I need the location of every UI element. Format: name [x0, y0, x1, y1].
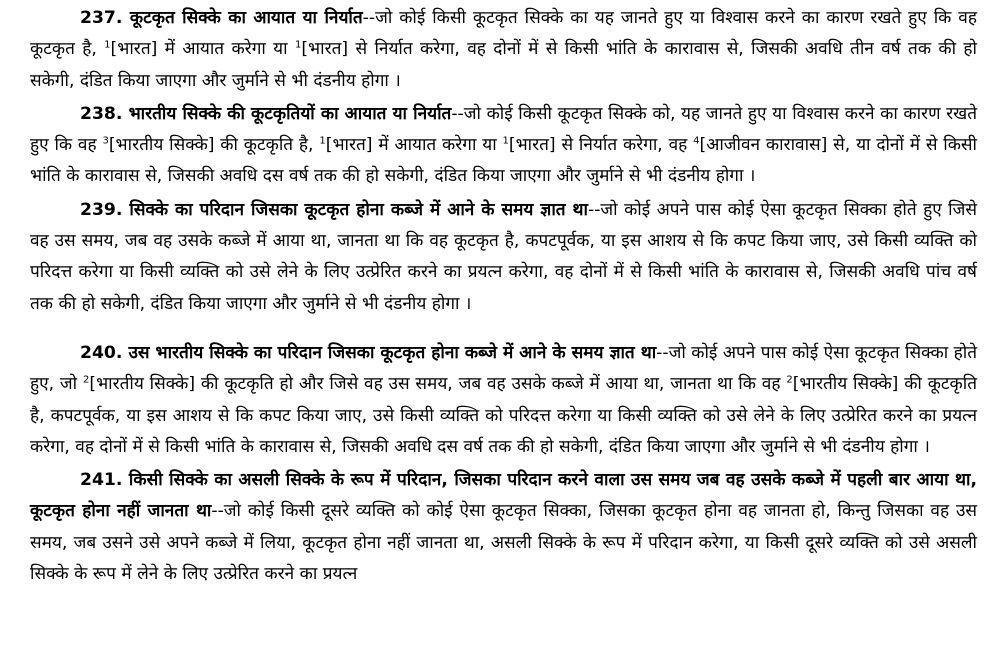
section-heading [80, 8, 363, 28]
section-heading [80, 343, 656, 363]
section-241 [30, 465, 977, 590]
section-number: 241. [80, 470, 123, 491]
footnote-marker: 1 [502, 135, 509, 147]
footnote-marker: 2 [82, 374, 90, 386]
section-body: --जो कोई किसी कूटकृत सिक्के का यह जानते हुए या विश्वास करने का कारण रखते हुए कि वह कूटकृत है, $^1$[भारत] में आयात करेगा या $^1$[भारत] से निर्यात करेगा, वह दोनों में से किसी भांति के कारावास से, जिसकी अवधि तीन वर्ष तक की हो सकेगी, दंडित किया जाएगा और जुर्माने से भी दंडनीय होगा । [30, 8, 977, 91]
section-body: --जो कोई अपने पास कोई ऐसा कूटकृत सिक्का होते हुए, जो $^2$[भारतीय सिक्के] की कूटकृति हो और जिसे वह उस समय, जब वह उसके कब्जे में आया था, जानता था कि वह $^2$[भारतीय सिक्के] की कूटकृति है, कपटपूर्वक, या इस आशय से कि कपट किया जाए, उसे किसी व्यक्ति को परिदत्त करेगा या किसी व्यक्ति को उसे लेने के लिए उत्प्रेरित करने का प्रयत्न करेगा, वह दोनों में से किसी भांति के कारावास से, जिसकी अवधि दस वर्ष तक की हो सकेगी, दंडित किया जाएगा और जुर्माने से भी दंडनीय होगा । [30, 342, 978, 457]
section-body: --जो कोई किसी कूटकृत सिक्के को, यह जानते हुए या विश्वास करने का कारण रखते हुए कि वह $^3$[भारतीय सिक्के] की कूटकृति है, $^1$[भारत] में आयात करेगा या $^1$[भारत] से निर्यात करेगा, वह $^4$[आजीवन कारावास] से, या दोनों में से किसी भांति के कारावास से, जिसकी अवधि दस वर्ष तक की हो सकेगी, दंडित किया जाएगा और जुर्माने से भी दंडनीय होगा । [30, 103, 978, 187]
footnote-marker: 1 [294, 39, 302, 51]
section-number: 240. [80, 342, 123, 363]
footnote-marker: 3 [102, 135, 109, 147]
section-body: --जो कोई किसी दूसरे व्यक्ति को कोई ऐसा कूटकृत सिक्का, जिसका कूटकृत होना वह जानता हो, किन्तु जिसका वह उस समय, जब उसने उसे अपने कब्जे में लिया, कूटकृत होना नहीं जानता था, असली सिक्के के रूप में परिदान करेगा, या किसी दूसरे व्यक्ति को उसे असली सिक्के के रूप में लेने के लिए उत्प्रेरित करने का प्रयत्न [30, 501, 977, 585]
section-heading [80, 200, 588, 220]
section-title: भारतीय सिक्के की कूटकृतियों का आयात या निर्यात [128, 103, 452, 124]
footnote-marker: 4 [693, 135, 700, 147]
section-title: सिक्के का परिदान जिसका कूटकृत होना कब्जे में आने के समय ज्ञात था [129, 199, 588, 220]
section-237 [30, 3, 977, 97]
section-number: 237. [80, 8, 123, 28]
footnote-marker: 2 [786, 374, 793, 386]
section-238 [30, 99, 977, 193]
section-heading [80, 104, 451, 124]
section-number: 239. [80, 199, 123, 220]
section-239 [30, 195, 977, 320]
footnote-marker: 1 [319, 135, 326, 147]
section-number: 238. [80, 103, 123, 124]
section-title: उस भारतीय सिक्के का परिदान जिसका कूटकृत होना कब्जे में आने के समय ज्ञात था [128, 342, 657, 363]
section-title: किसी सिक्के का असली सिक्के के रूप में परिदान, जिसका परिदान करने वाला उस समय जब वह उसके कब्जे में पहली बार आया था, कूटकृत होना नहीं जानता था [30, 470, 977, 522]
footnote-marker: 1 [104, 39, 111, 51]
section-240 [30, 338, 977, 463]
section-title: कूटकृत सिक्के का आयात या निर्यात [129, 8, 363, 28]
section-body: --जो कोई अपने पास कोई ऐसा कूटकृत सिक्का होते हुए जिसे वह उस समय, जब वह उसके कब्जे में आया था, जानता था कि वह कूटकृत है, कपटपूर्वक, या इस आशय से कि कपट किया जाए, उसे किसी व्यक्ति को परिदत्त करेगा या किसी व्यक्ति को उसे लेने के लिए उत्प्रेरित करने का प्रयत्न करेगा, वह दोनों में से किसी भांति के कारावास से, जिसकी अवधि पांच वर्ष तक की हो सकेगी, दंडित किया जाएगा और जुर्माने से भी दंडनीय होगा । [30, 199, 978, 314]
